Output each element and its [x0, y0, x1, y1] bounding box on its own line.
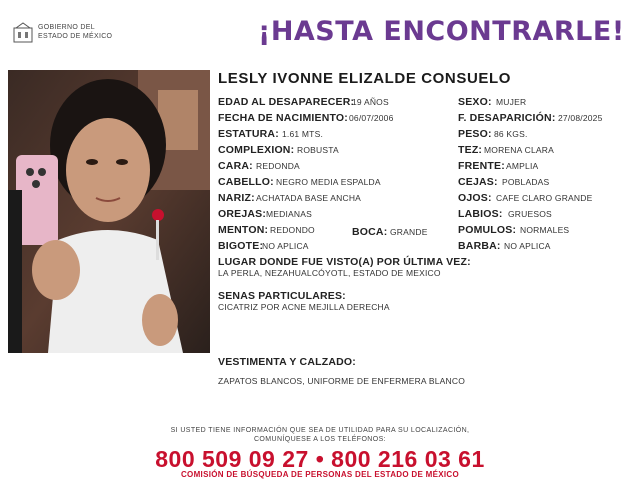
sex-value: MUJER: [496, 97, 527, 107]
distinguishing-marks-value: CICATRIZ POR ACNE MEJILLA DERECHA: [218, 302, 390, 312]
disappearance-date-value: 27/08/2025: [558, 113, 603, 123]
birthdate-label: FECHA DE NACIMIENTO:: [218, 112, 348, 124]
complexion-label: COMPLEXION:: [218, 144, 295, 156]
ears-label: OREJAS:: [218, 208, 267, 220]
hair-label: CABELLO:: [218, 176, 274, 188]
forehead-label: FRENTE:: [458, 160, 505, 172]
distinguishing-marks-label: SENAS PARTICULARES:: [218, 290, 346, 302]
footer-note-2: COMUNÍQUESE A LOS TELÉFONOS:: [253, 436, 387, 443]
headline: ¡HASTA ENCONTRARLE!: [258, 16, 625, 47]
nose-label: NARIZ:: [218, 192, 255, 204]
phone-numbers: [0, 446, 640, 473]
height-value: 1.61 MTS.: [282, 129, 324, 139]
mouth-label: BOCA:: [352, 226, 388, 238]
eyes-value: CAFE CLARO GRANDE: [496, 193, 593, 203]
nose-value: ACHATADA BASE ANCHA: [256, 193, 362, 203]
forehead-value: AMPLIA: [506, 161, 539, 171]
skin-tone-value: MORENA CLARA: [484, 145, 554, 155]
mustache-value: NO APLICA: [262, 241, 309, 251]
clothing-label: VESTIMENTA Y CALZADO:: [218, 356, 356, 368]
commission-name: COMISIÓN DE BÚSQUEDA DE PERSONAS DEL ESTADO DE MÉXICO: [180, 470, 459, 479]
beard-label: BARBA:: [458, 240, 501, 252]
sex-label: SEXO:: [458, 96, 492, 108]
face-value: REDONDA: [256, 161, 300, 171]
lips-value: GRUESOS: [508, 209, 552, 219]
cheekbones-value: NORMALES: [520, 225, 570, 235]
state-seal-icon: [12, 22, 34, 44]
face-label: CARA:: [218, 160, 253, 172]
weight-label: PESO:: [458, 128, 492, 140]
logo-line-1: GOBIERNO DEL: [38, 24, 95, 31]
government-logo: [12, 22, 122, 44]
beard-value: NO APLICA: [504, 241, 551, 251]
disappearance-date-label: F. DESAPARICIÓN:: [458, 112, 556, 124]
hair-value: NEGRO MEDIA ESPALDA: [276, 177, 381, 187]
person-photo-illustration: [8, 70, 210, 353]
birthdate-value: 06/07/2006: [349, 113, 394, 123]
weight-value: 86 KGS.: [494, 129, 528, 139]
logo-line-2: ESTADO DE MÉXICO: [38, 33, 113, 40]
lips-label: LABIOS:: [458, 208, 503, 220]
phone-2[interactable]: 800 216 03 61: [331, 446, 485, 472]
person-name: LESLY IVONNE ELIZALDE CONSUELO: [218, 70, 512, 87]
complexion-value: ROBUSTA: [297, 145, 339, 155]
mouth-value: GRANDE: [390, 227, 428, 237]
eyes-label: OJOS:: [458, 192, 492, 204]
last-seen-value: LA PERLA, NEZAHUALCÓYOTL, ESTADO DE MEXICO: [218, 268, 441, 278]
ears-value: MEDIANAS: [266, 209, 312, 219]
chin-value: REDONDO: [270, 225, 315, 235]
height-label: ESTATURA:: [218, 128, 279, 140]
missing-person-photo: [8, 70, 210, 353]
phone-separator: •: [315, 446, 325, 472]
cheekbones-label: POMULOS:: [458, 224, 517, 236]
mustache-label: BIGOTE:: [218, 240, 264, 252]
eyebrows-label: CEJAS:: [458, 176, 498, 188]
age-label: EDAD AL DESAPARECER:: [218, 96, 355, 108]
footer-note-1: SI USTED TIENE INFORMACIÓN QUE SEA DE UTILIDAD PARA SU LOCALIZACIÓN,: [170, 427, 470, 434]
last-seen-label: LUGAR DONDE FUE VISTO(A) POR ÚLTIMA VEZ:: [218, 256, 471, 268]
skin-tone-label: TEZ:: [458, 144, 483, 156]
chin-label: MENTON:: [218, 224, 269, 236]
age-value: 19 AÑOS: [352, 97, 389, 107]
clothing-value: ZAPATOS BLANCOS, UNIFORME DE ENFERMERA BLANCO: [218, 376, 466, 386]
eyebrows-value: POBLADAS: [502, 177, 550, 187]
phone-1[interactable]: 800 509 09 27: [155, 446, 309, 472]
